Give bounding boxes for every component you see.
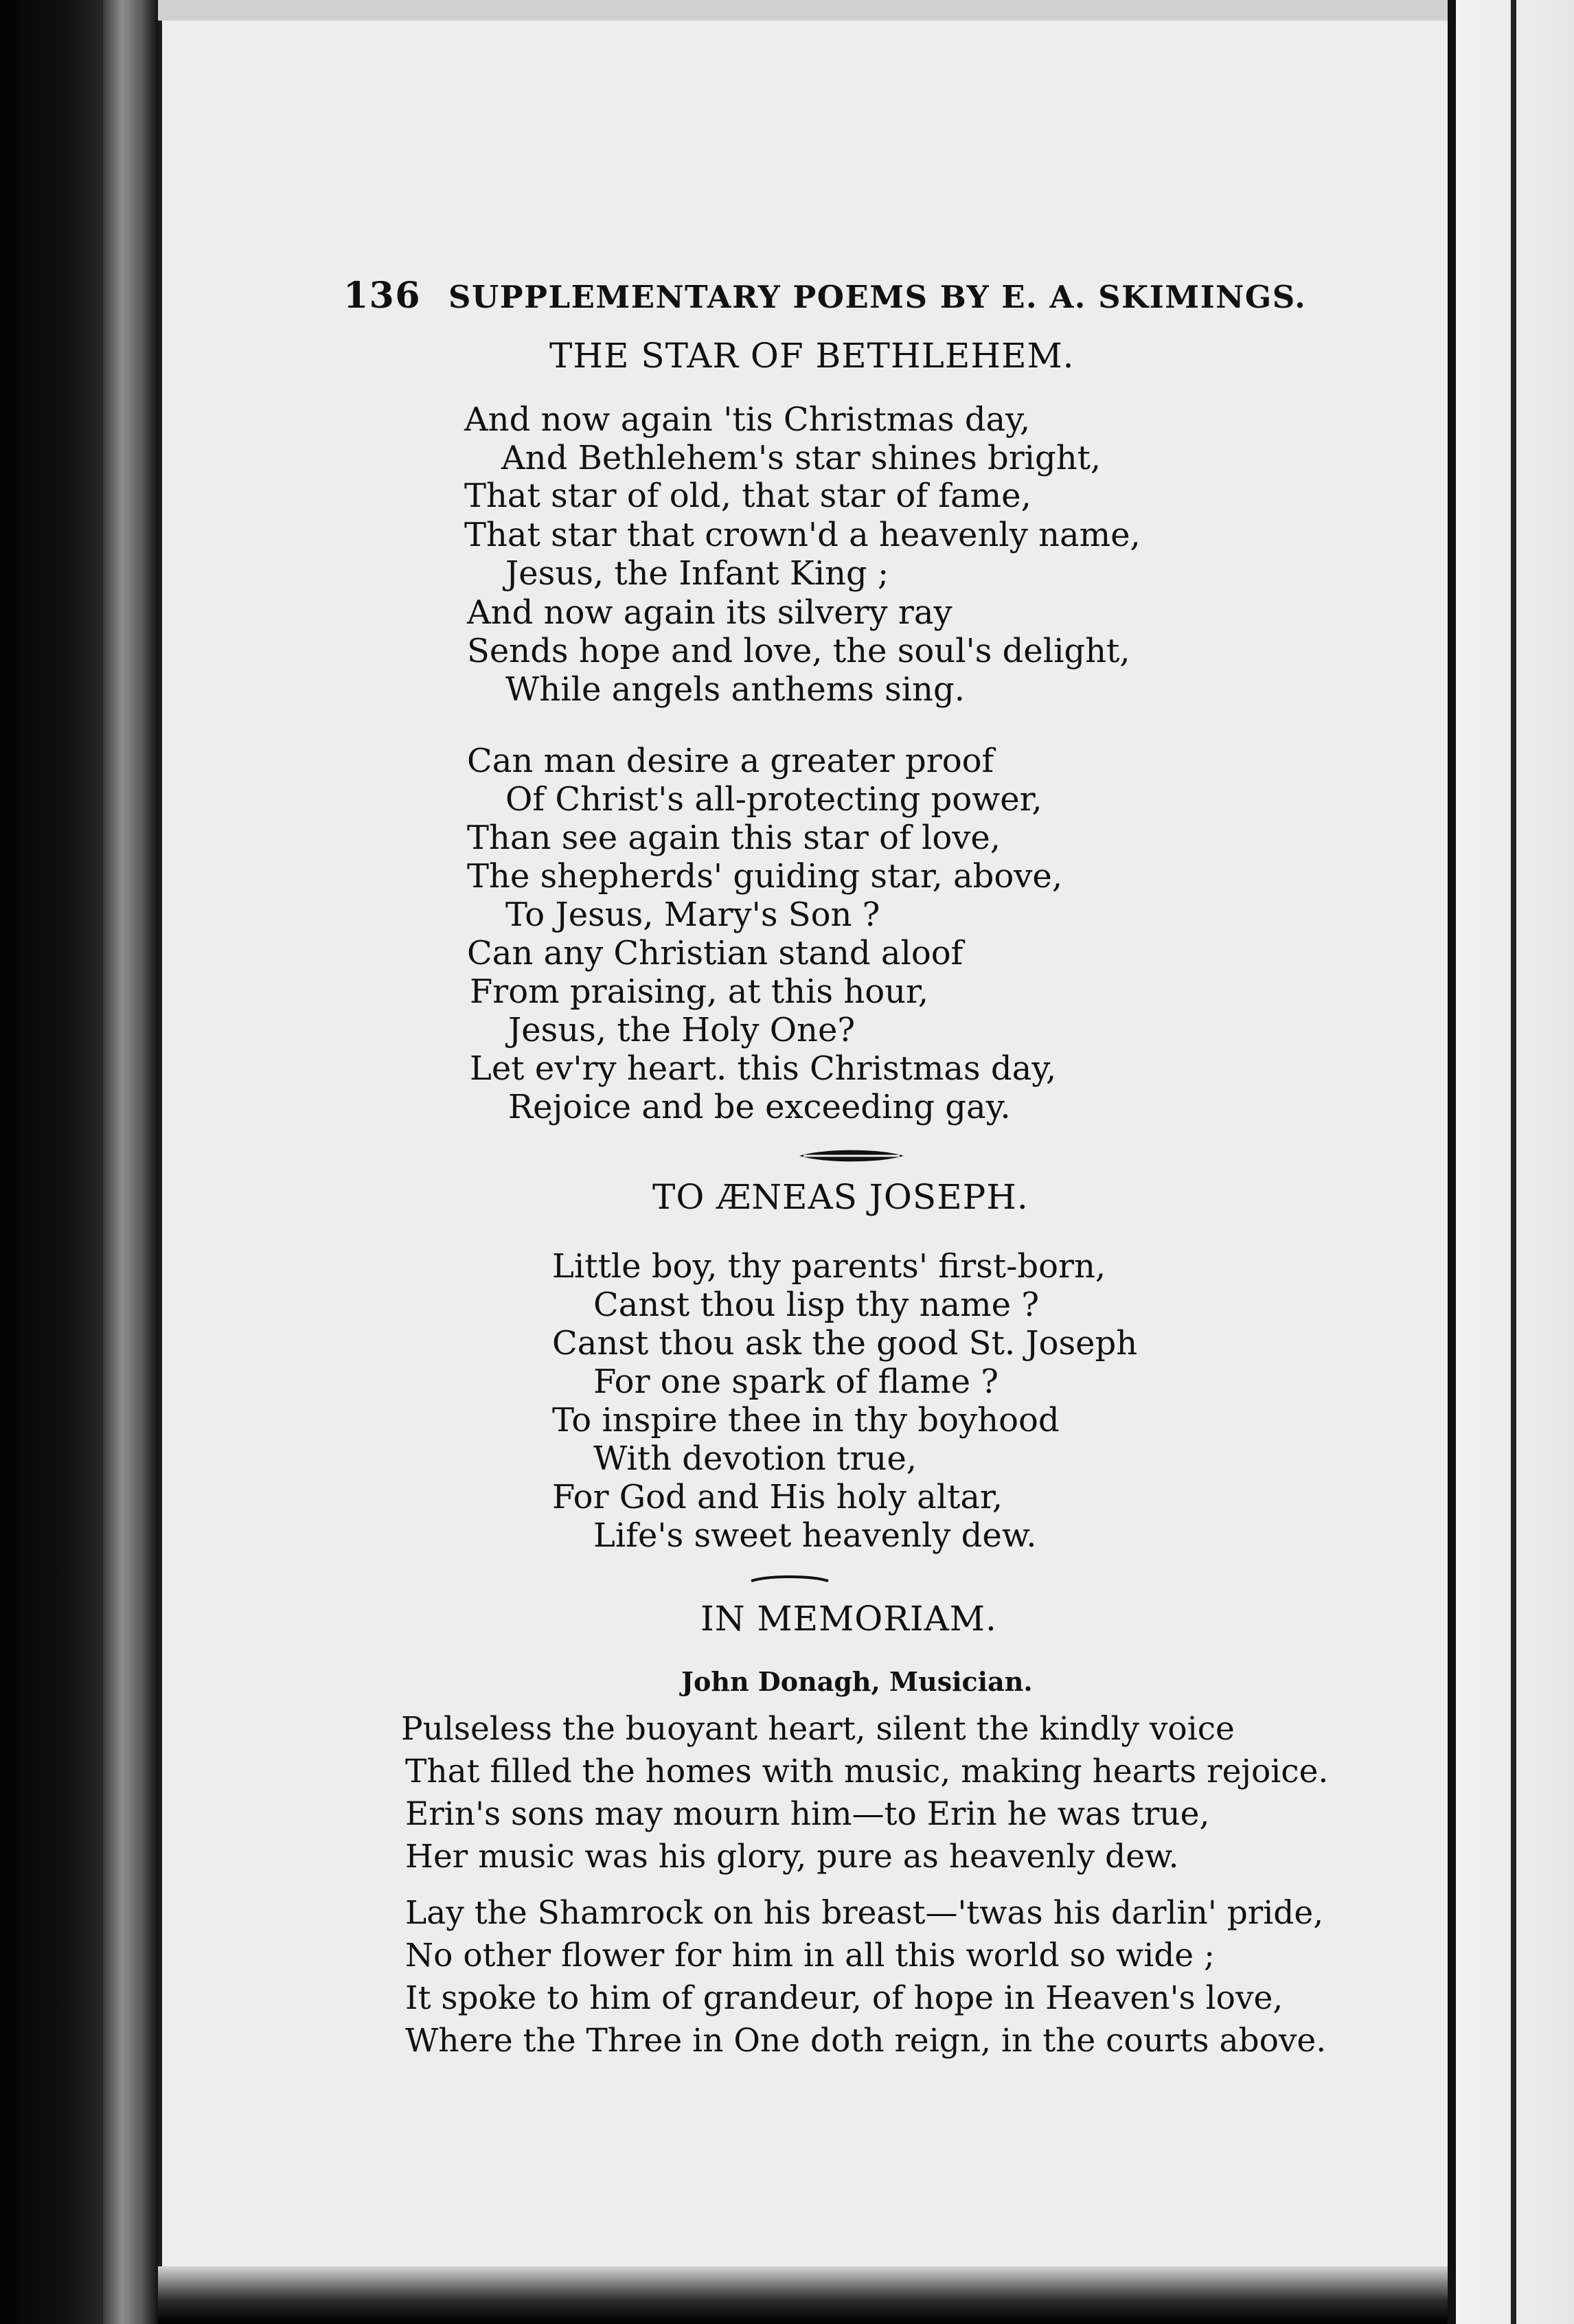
page-bottom-shadow	[158, 2266, 1448, 2324]
poem-line: Jesus, the Infant King ;	[505, 554, 889, 593]
poem-line: With devotion true,	[593, 1439, 917, 1478]
poem-line: Can any Christian stand aloof	[467, 934, 963, 972]
poem-subtitle: John Donagh, Musician.	[681, 1666, 1033, 1697]
poem-line: Sends hope and love, the soul's delight,	[467, 632, 1130, 670]
poem-line: For one spark of flame ?	[593, 1363, 999, 1401]
poem-line: For God and His holy altar,	[552, 1478, 1003, 1516]
poem-line: Jesus, the Holy One?	[508, 1011, 856, 1049]
poem-line: From praising, at this hour,	[470, 972, 928, 1011]
poem-line: Pulseless the buoyant heart, silent the kindly voice	[401, 1710, 1235, 1748]
poem-title-in-memoriam: IN MEMORIAM.	[700, 1599, 997, 1639]
poem-title-star-of-bethlehem: THE STAR OF BETHLEHEM.	[549, 336, 1075, 376]
poem-line: Erin's sons may mourn him—to Erin he was true,	[405, 1795, 1210, 1833]
poem-line: Can man desire a greater proof	[467, 742, 994, 780]
small-ornament-icon	[749, 1574, 831, 1588]
poem-line: It spoke to him of grandeur, of hope in Heaven's love,	[405, 1979, 1284, 2017]
book-spine-fold	[103, 0, 158, 2324]
poem-line: Rejoice and be exceeding gay.	[508, 1088, 1011, 1126]
poem-line: The shepherds' guiding star, above,	[467, 857, 1063, 896]
poem-line: Where the Three in One doth reign, in the courts above.	[405, 2022, 1327, 2060]
poem-line: Let ev'ry heart. this Christmas day,	[470, 1049, 1057, 1088]
poem-line: That filled the homes with music, making hearts rejoice.	[405, 1753, 1329, 1790]
poem-line: Her music was his glory, pure as heavenly dew.	[405, 1838, 1179, 1876]
poem-line: Than see again this star of love,	[467, 819, 1001, 857]
poem-line: Of Christ's all-protecting power,	[505, 780, 1042, 819]
poem-line: Canst thou lisp thy name ?	[593, 1286, 1040, 1324]
page-number: 136	[343, 275, 422, 317]
running-title: SUPPLEMENTARY POEMS BY E. A. SKIMINGS.	[448, 279, 1307, 315]
page-gutter-edge	[1448, 0, 1456, 2324]
poem-line: Life's sweet heavenly dew.	[593, 1516, 1037, 1555]
poem-line: That star that crown'd a heavenly name,	[464, 516, 1141, 554]
poem-line: Little boy, thy parents' first-born,	[552, 1247, 1106, 1286]
poem-line: While angels anthems sing.	[505, 670, 965, 709]
poem-line: And Bethlehem's star shines bright,	[501, 439, 1102, 477]
poem-line: No other flower for him in all this world so wide ;	[405, 1937, 1215, 1974]
poem-line: Lay the Shamrock on his breast—'twas his darlin' pride,	[405, 1894, 1324, 1932]
ornamental-rule-icon	[797, 1146, 906, 1166]
poem-line: That star of old, that star of fame,	[464, 477, 1031, 515]
poem-line: Canst thou ask the good St. Joseph	[552, 1324, 1138, 1363]
poem-line: To inspire thee in thy boyhood	[552, 1401, 1060, 1439]
running-head	[343, 275, 1307, 317]
poem-line: And now again its silvery ray	[467, 593, 953, 632]
poem-line: And now again 'tis Christmas day,	[464, 400, 1031, 439]
adjacent-page-border	[1511, 0, 1516, 2324]
poem-title-to-aeneas-joseph: TO ÆNEAS JOSEPH.	[652, 1177, 1029, 1217]
poem-line: To Jesus, Mary's Son ?	[505, 896, 880, 934]
